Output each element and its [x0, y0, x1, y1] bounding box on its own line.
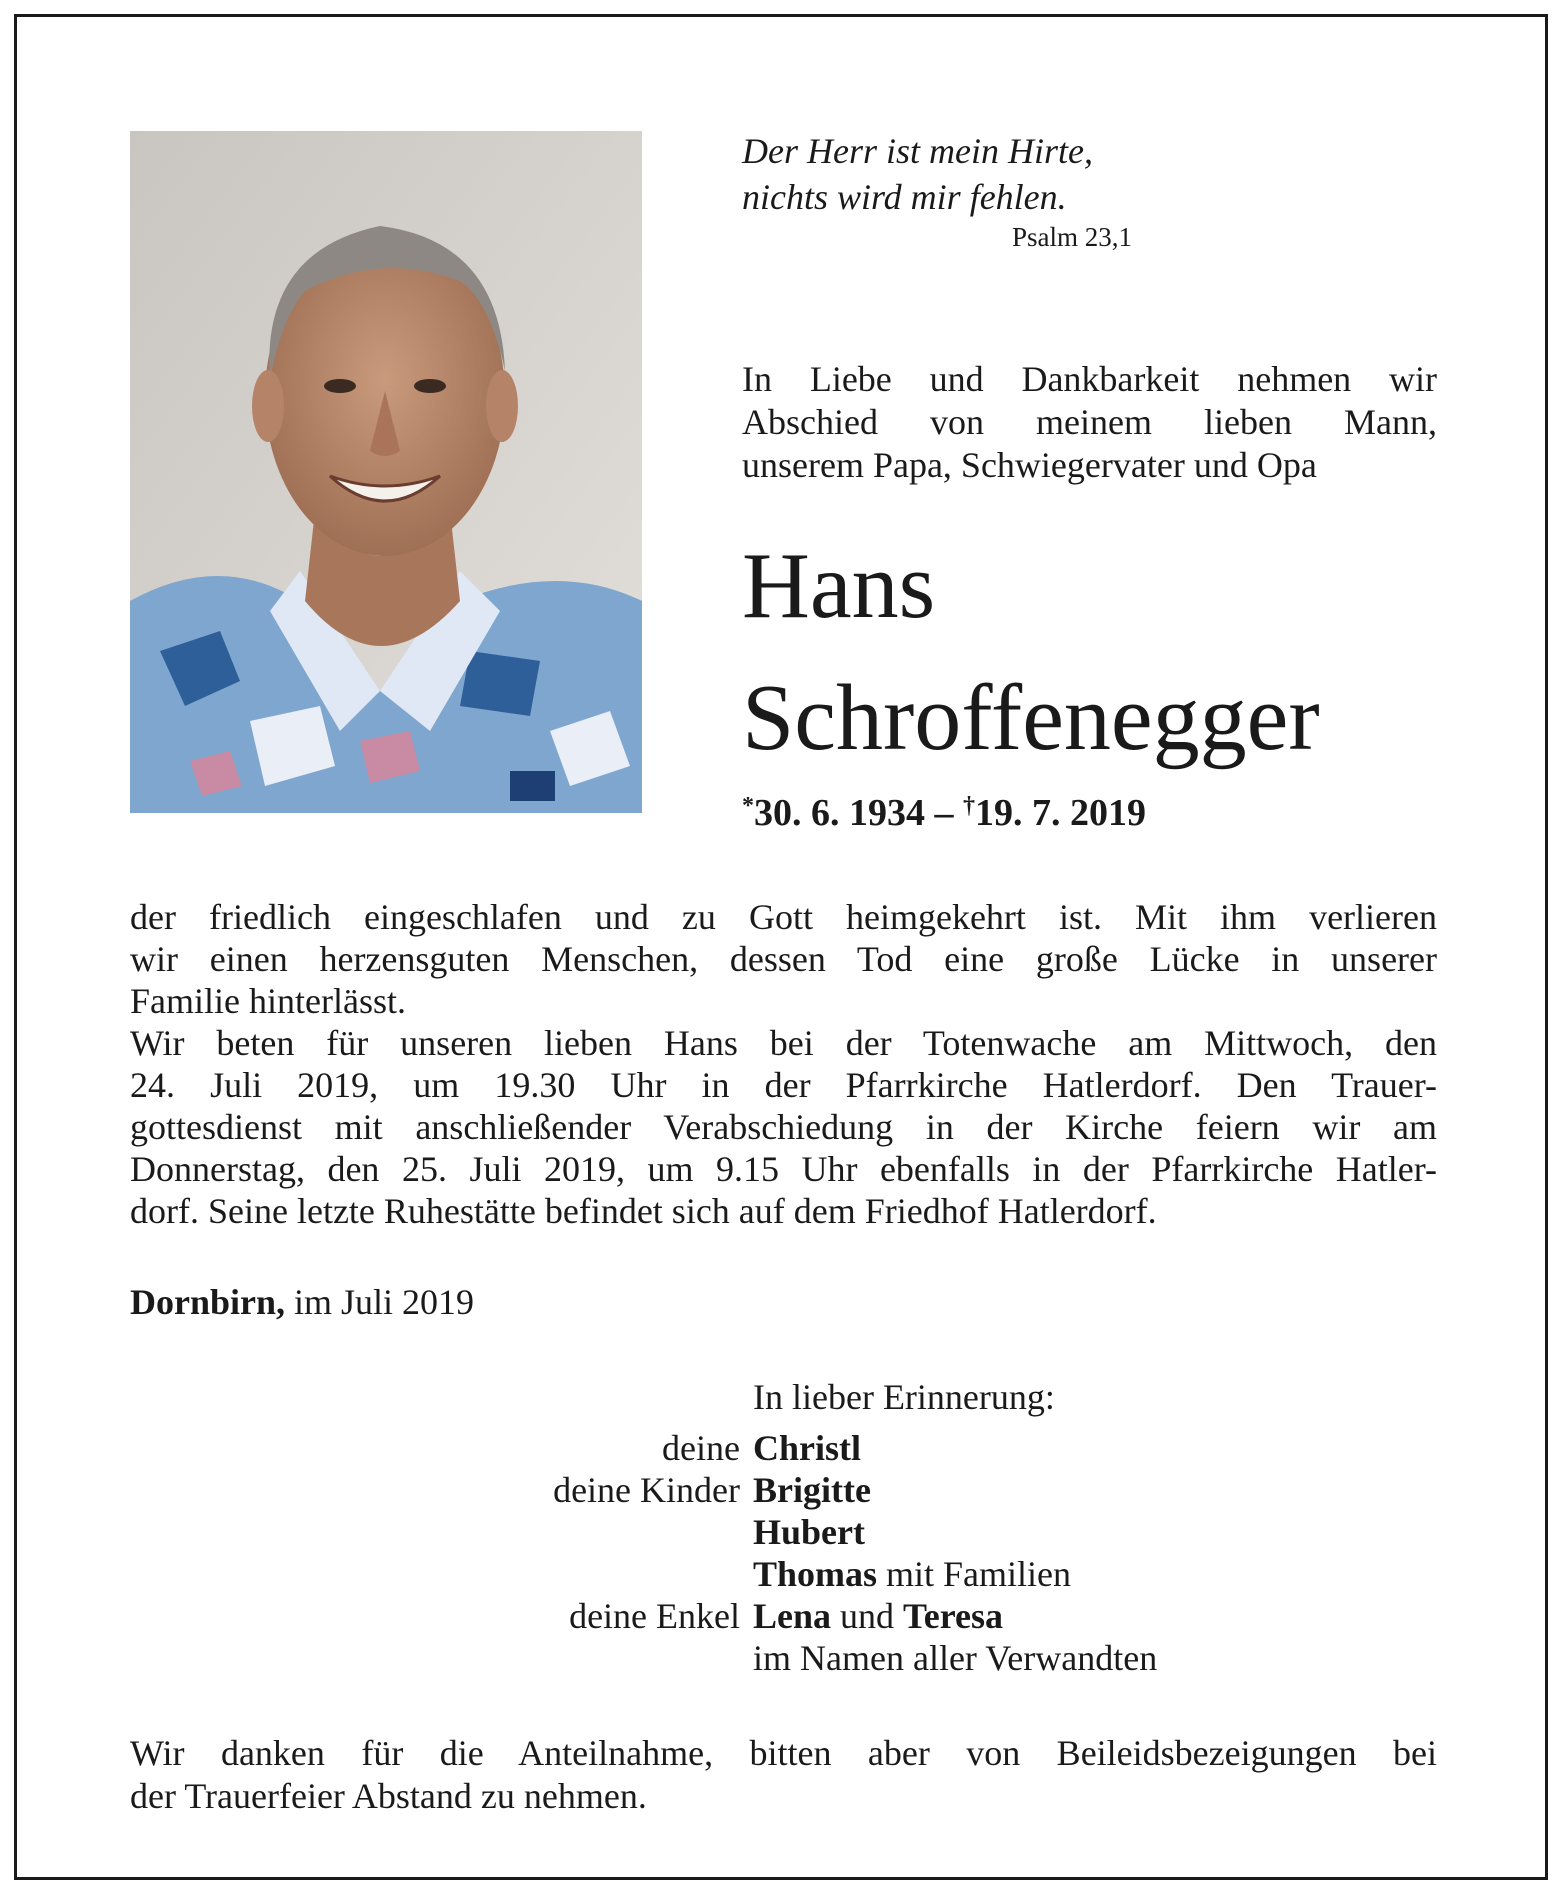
- psalm-reference: Psalm 23,1: [1011, 222, 1132, 252]
- grandchildren-label: deine Enkel: [569, 1596, 740, 1636]
- life-dates: [742, 782, 1146, 837]
- body-line: wir einen herzensguten Menschen, dessen Tod eine große Lücke in unserer: [130, 939, 1437, 979]
- memory-heading: In lieber Erinnerung:: [753, 1377, 1055, 1417]
- deceased-name: [742, 520, 1502, 784]
- death-symbol: †: [963, 793, 975, 819]
- psalm-line: Der Herr ist mein Hirte,: [742, 131, 1093, 171]
- date-separator: –: [934, 792, 954, 834]
- body-line: dorf. Seine letzte Ruhestätte befindet sich auf dem Friedhof Hatlerdorf.: [130, 1191, 1157, 1231]
- intro-text: [742, 358, 1437, 487]
- psalm-line: nichts wird mir fehlen.: [742, 177, 1067, 217]
- birth-symbol: *: [742, 793, 754, 819]
- thanks-line: Wir danken für die Anteilnahme, bitten aber von Beileidsbezeigungen bei: [130, 1733, 1437, 1773]
- children-label: deine Kinder: [553, 1470, 740, 1510]
- place-date-text: im Juli 2019: [294, 1282, 475, 1322]
- child-name: Brigitte: [753, 1470, 871, 1510]
- portrait-photo-icon: [130, 131, 642, 813]
- death-date: 19. 7. 2019: [975, 792, 1146, 834]
- place-date: [130, 1280, 474, 1324]
- first-name: Hans: [742, 534, 936, 638]
- child-name: Hubert: [753, 1512, 865, 1552]
- thanks-text: [130, 1732, 1437, 1818]
- birth-date: 30. 6. 1934: [754, 792, 925, 834]
- body-line: Wir beten für unseren lieben Hans bei der Totenwache am Mittwoch, den: [130, 1023, 1437, 1063]
- body-line: der friedlich eingeschlafen und zu Gott heimgekehrt ist. Mit ihm verlieren: [130, 897, 1437, 937]
- grandchildren-names: Lena und Teresa: [753, 1596, 1004, 1636]
- intro-line: In Liebe und Dankbarkeit nehmen wir: [742, 359, 1437, 399]
- wife-label: deine: [662, 1428, 740, 1468]
- psalm-quote: [742, 128, 1142, 220]
- announcement-body: [130, 896, 1437, 1232]
- body-line: 24. Juli 2019, um 19.30 Uhr in der Pfarrkirche Hatlerdorf. Den Trauer-: [130, 1065, 1437, 1105]
- body-line: Familie hinterlässt.: [130, 981, 406, 1021]
- body-line: gottesdienst mit anschließender Verabschiedung in der Kirche feiern wir am: [130, 1107, 1437, 1147]
- body-line: Donnerstag, den 25. Juli 2019, um 9.15 Uhr ebenfalls in der Pfarrkirche Hatler-: [130, 1149, 1437, 1189]
- place-city: Dornbirn,: [130, 1282, 286, 1322]
- relatives-line: im Namen aller Verwandten: [753, 1638, 1158, 1678]
- portrait-photo: [130, 131, 642, 813]
- child-name: Thomas mit Familien: [753, 1554, 1072, 1594]
- wife-name: Christl: [753, 1428, 861, 1468]
- last-name: Schroffenegger: [742, 666, 1320, 770]
- intro-line: Abschied von meinem lieben Mann,: [742, 402, 1437, 442]
- intro-line: unserem Papa, Schwiegervater und Opa: [742, 445, 1317, 485]
- thanks-line: der Trauerfeier Abstand zu nehmen.: [130, 1776, 647, 1816]
